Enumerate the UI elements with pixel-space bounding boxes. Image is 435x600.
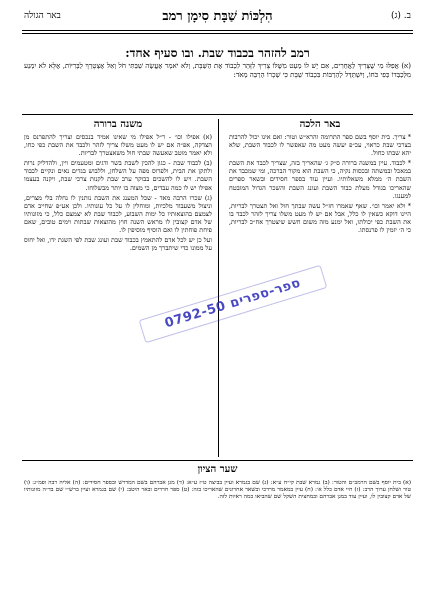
page-number: ב. (ג): [390, 11, 411, 21]
header-left-note: באר הגולה: [24, 11, 61, 21]
mishnah-berurah-body: [24, 133, 212, 252]
chapter-title: רמב להזהר בכבוד שבת. ובו סעיף אחד:: [125, 46, 310, 60]
bottom-rule: [22, 460, 413, 461]
beur-halacha-paragraph: * ולא יאמר וכו׳. שאף שאמרו חז״ל עשה שבתך חול ואל תצטרך לבריות, היינו דוקא כשאין לו כלל, אבל אם יש לו מעט משלו צריך לזהר לכבד בו את השבת כפי יכולתו, ואל ימנע מזה משום חשש שיצטרך אח״כ לבריות, כי ה׳ יזמין לו פרנסתו.: [229, 201, 411, 235]
shaar-hatziyun-footnotes: (א) בית יוסף בשם הרמב״ם והטור: (ב) גמרא שבת קי״ח ע״א: (ג) שם בגמרא ועיין בביצה ט״ז ע״א: (ד) מגן אברהם בשם המדרש ובספר חסידים: (ה) אליה רבה ופמ״ג: (ו) טור ושלחן ערוך הרב: (ז) חיי אדם כלל א׳: (ח) עיין במאמר מרדכי ובשאר אחרונים שהאריכו בזה: (ט) ספר חרדים ובאר היטב: (י) שם בגמרא ועיין ברש״י שם בד״ה מזונותיו של אדם קצובין לו, ועיין עוד במגן אברהם ובמחצית השקל שם שהביאו כמה ראיות לזה.: [24, 480, 411, 501]
section-rule: [22, 114, 413, 115]
beur-halacha-paragraph: * לכבוד. עיין במשנה ברורה ס״ק ג׳ שהאריך בזה, שצריך לכבד את השבת במאכל ובמשתה ובכסות נקיה, כי השבת הוא מקור הברכה, ומי שמכבד את השבת ה׳ ממלא משאלותיו. ועיין עוד בספר חסידים ובשאר ספרים שהאריכו בגודל מעלת כבוד השבת ועונג השבת והשכר הגדול המובטח למענגו.: [229, 159, 411, 200]
column-divider: [218, 119, 219, 457]
stamp-text: ספר-ספרים 0792-50: [163, 275, 303, 332]
main-shulchan-aruch-text: (א) אֲפִלּוּ מִי שֶׁצָּרִיךְ לַאֲחֵרִים, אִם יֵשׁ לוֹ מְעַט מִשֶּׁלּוֹ צָרִיךְ לִזָּהֵר לִכְבוֹד אֶת הַשַּׁבָּת, וְלֹא יֹאמַר אֶעֱשֶׂה שַׁבַּתִּי חֹל וְאַל אֶצְטָרֵךְ לַבְּרִיּוֹת, אֶלָּא לֹא יִמְנַע מִלְּכַבְּדוֹ כְּפִי כֹּחוֹ, וְיִשְׁתַּדֵּל לְהַרְבּוֹת בִּכְבוֹד שַׁבָּת כִּי שְׁכָרוֹ הַרְבֵּה מְאֹד:: [24, 62, 411, 80]
mishnah-berurah-paragraph: (א) אפילו וכו׳ - ר״ל אפילו מי שאינו אמיד בנכסים וצריך להתפרנס מן הצדקה, אפ״ה אם יש לו מעט משלו צריך לזהר ולכבד את השבת כפי כחו, ולא יאמר מוטב שאעשה שבתי חול משאצטרך לבריות.: [24, 133, 212, 158]
shaar-hatziyun-heading: שער הציון: [197, 464, 238, 475]
header-rule-double: [22, 33, 413, 34]
page-header: [24, 8, 411, 28]
beur-halacha-body: [229, 133, 411, 234]
page-header-title: הִלְכּוֹת שַׁבָּת סִימָן רמב: [162, 9, 273, 24]
mishnah-berurah-paragraph: (ב) לכבוד שבת - כגון להכין לשבת בשר ודגים ומטעמים ויין, ולהדליק נרות ולתקן את הבית, ולפרוס מפה על השלחן, וללבוש בגדים נאים ונקיים לכבוד השבת. ויש לו להשכים בבוקר ערב שבת לקנות צרכי שבת, ויקנה בעצמו אפילו יש לו כמה עבדים, כי מצוה בו יותר מבשלוחו.: [24, 159, 212, 192]
mishnah-berurah-paragraph: ועל כן יש לכל אדם להתאמץ בכבוד שבת ועונג שבת לפי השגת ידו, ואל יחוס על ממונו כדי שיתברך מן השמים.: [24, 236, 212, 253]
column-mishnah-berurah: [24, 119, 212, 457]
mishnah-berurah-heading: משנה ברורה: [93, 119, 143, 130]
mishnah-berurah-paragraph: (ג) שכרו הרבה מאד - שכל המענג את השבת נותנין לו נחלה בלי מצרים, וניצול משעבוד מלכיות, ומוחלין לו על כל עונותיו. ולכן אע״פ שחייב אדם לצמצם בהוצאותיו כל ימות השבוע, לכבוד שבת לא יצמצם כלל, כי מזונותיו של אדם קצובין לו מראש השנה חוץ מהוצאות שבתות וימים טובים, שאם פיחת פוחתין לו ואם הוסיף מוסיפין לו.: [24, 193, 212, 235]
beur-halacha-heading: באר הלכה: [299, 119, 341, 130]
beur-halacha-paragraph: * צריך. בית יוסף בשם ספר התרומה והרא״ש וטור: ואם אינו יכול להרבות בצרכי שבת כראוי, עכ״פ יעשה מעט מה שאפשר לו לכבוד השבת, שלא יהא שבתו כחול.: [229, 133, 411, 158]
header-rule: [22, 30, 413, 31]
